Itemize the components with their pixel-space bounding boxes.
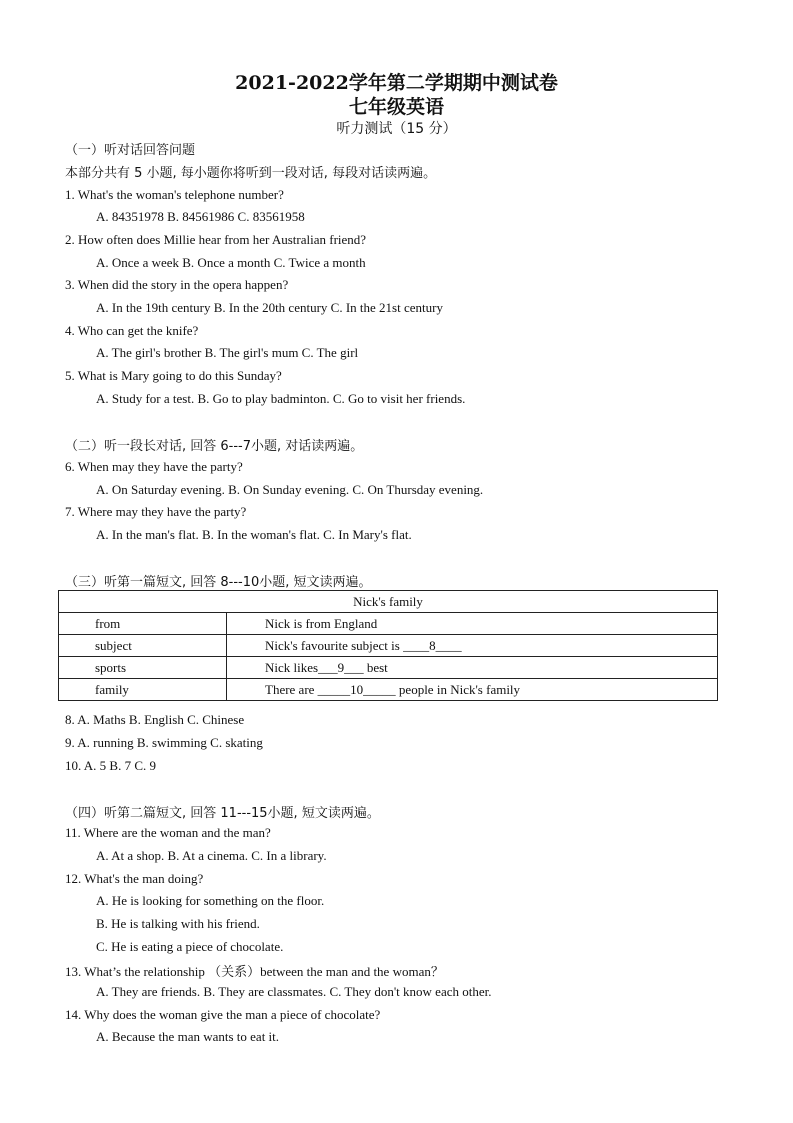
table-value: Nick's favourite subject is ____8____ xyxy=(227,635,718,657)
question-5-options: A. Study for a test. B. Go to play badminton. C. Go to visit her friends. xyxy=(96,391,466,406)
table-row xyxy=(59,635,718,657)
question-4-options: A. The girl's brother B. The girl's mum C. The girl xyxy=(96,345,359,360)
question-12-option-b: B. He is talking with his friend. xyxy=(96,916,260,931)
question-14-option-a: A. Because the man wants to eat it. xyxy=(96,1029,280,1044)
table-key: from xyxy=(59,613,227,635)
table-caption-row xyxy=(59,591,718,613)
question-1-options: A. 84351978 B. 84561986 C. 83561958 xyxy=(96,209,305,224)
question-1: 1. What's the woman's telephone number? xyxy=(65,187,284,202)
table-caption: Nick's family xyxy=(59,591,718,613)
question-13: 13. What’s the relationship （关系）between the man and the woman？ xyxy=(65,964,444,979)
table-row xyxy=(59,613,718,635)
question-8: 8. A. Maths B. English C. Chinese xyxy=(65,712,245,727)
table-key: subject xyxy=(59,635,227,657)
question-3-options: A. In the 19th century B. In the 20th century C. In the 21st century xyxy=(96,300,443,315)
section-2-heading: （二）听一段长对话, 回答 6---7小题, 对话读两遍。 xyxy=(65,439,364,454)
question-5: 5. What is Mary going to do this Sunday? xyxy=(65,368,282,383)
question-9: 9. A. running B. swimming C. skating xyxy=(65,735,263,750)
question-11-options: A. At a shop. B. At a cinema. C. In a library. xyxy=(96,848,327,863)
exam-subtitle: 七年级英语 xyxy=(348,96,444,118)
section-1-instruction: 本部分共有 5 小题, 每小题你将听到一段对话, 每段对话读两遍。 xyxy=(65,166,437,181)
question-10: 10. A. 5 B. 7 C. 9 xyxy=(65,758,157,773)
table-row xyxy=(59,657,718,679)
question-2: 2. How often does Millie hear from her Australian friend? xyxy=(65,232,367,247)
nick-family-table xyxy=(58,590,718,701)
section-4-heading: （四）听第二篇短文, 回答 11---15小题, 短文读两遍。 xyxy=(65,806,380,821)
table-value: Nick is from England xyxy=(227,613,718,635)
question-13-options: A. They are friends. B. They are classmates. C. They don't know each other. xyxy=(96,984,492,999)
question-2-options: A. Once a week B. Once a month C. Twice a month xyxy=(96,255,366,270)
question-7: 7. Where may they have the party? xyxy=(65,504,247,519)
table-row xyxy=(59,679,718,701)
question-12-option-a: A. He is looking for something on the floor. xyxy=(96,893,325,908)
question-3: 3. When did the story in the opera happen? xyxy=(65,277,289,292)
question-11: 11. Where are the woman and the man? xyxy=(65,825,271,840)
question-6: 6. When may they have the party? xyxy=(65,459,243,474)
exam-title: 2021-2022学年第二学期期中测试卷 xyxy=(235,72,558,94)
question-7-options: A. In the man's flat. B. In the woman's flat. C. In Mary's flat. xyxy=(96,527,412,542)
listening-part-heading: 听力测试（15 分） xyxy=(336,121,457,137)
question-12-option-c: C. He is eating a piece of chocolate. xyxy=(96,939,284,954)
question-4: 4. Who can get the knife? xyxy=(65,323,199,338)
section-1-heading: （一）听对话回答问题 xyxy=(65,143,196,158)
question-6-options: A. On Saturday evening. B. On Sunday evening. C. On Thursday evening. xyxy=(96,482,484,497)
question-12: 12. What's the man doing? xyxy=(65,871,204,886)
question-14: 14. Why does the woman give the man a piece of chocolate? xyxy=(65,1007,381,1022)
table-value: Nick likes___9___ best xyxy=(227,657,718,679)
table-key: sports xyxy=(59,657,227,679)
section-3-heading: （三）听第一篇短文, 回答 8---10小题, 短文读两遍。 xyxy=(65,575,372,590)
table-value: There are _____10_____ people in Nick's family xyxy=(227,679,718,701)
table-key: family xyxy=(59,679,227,701)
